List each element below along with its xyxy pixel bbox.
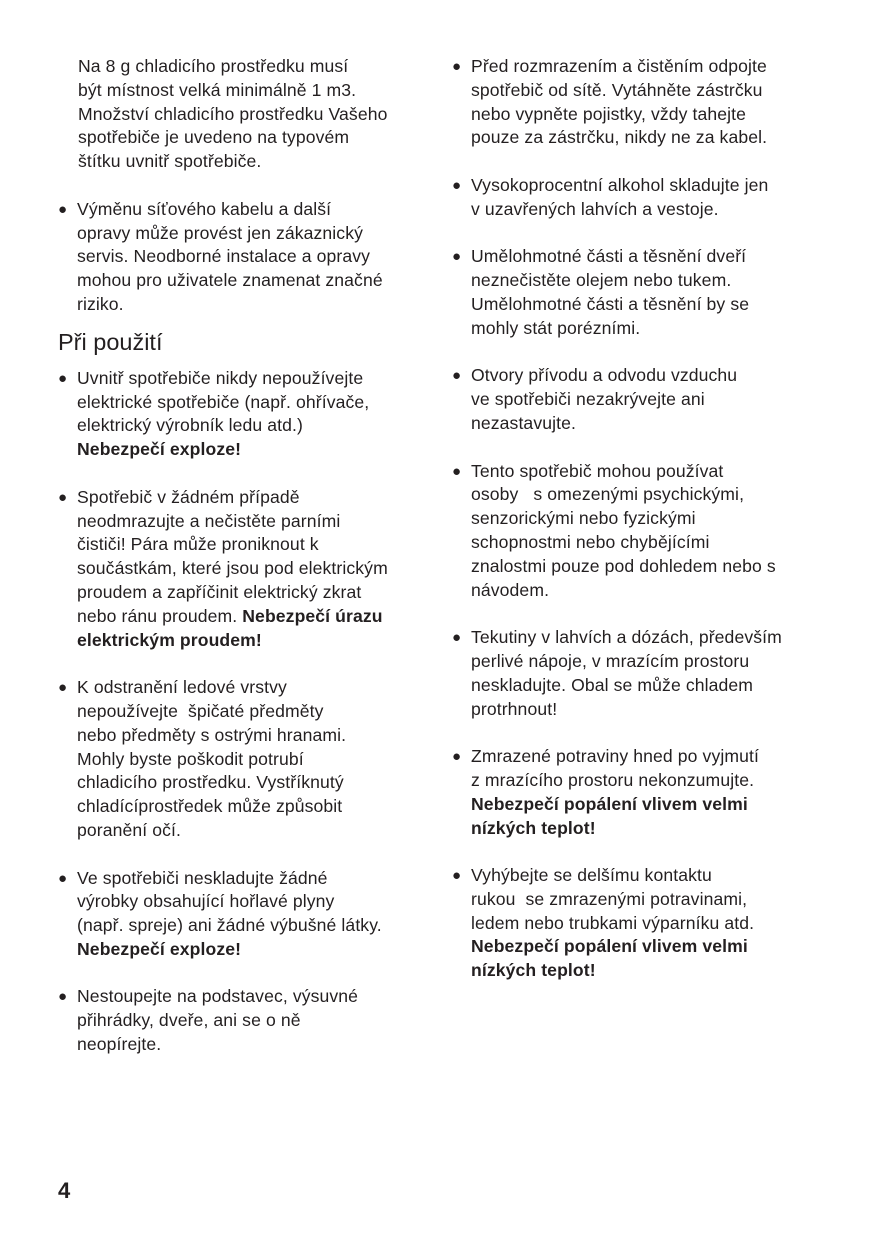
text-line: mohly stát porézními. xyxy=(471,317,641,338)
text-line: ve spotřebiči nezakrývejte ani xyxy=(471,389,705,410)
bullet-icon: ● xyxy=(58,679,68,697)
text-line: Tekutiny v lahvích a dózách, především xyxy=(471,627,782,648)
text-line: Umělohmotné části a těsnění by se xyxy=(471,293,750,314)
text-line: Na 8 g chladicího prostředku musí xyxy=(78,56,349,76)
text-line: Spotřebič v žádném případě xyxy=(77,486,300,507)
text-line: návodem. xyxy=(471,579,550,600)
text-line: neskladujte. Obal se může chladem xyxy=(471,674,754,695)
spacer xyxy=(452,840,832,864)
spacer xyxy=(58,462,430,486)
bullet-air-vents xyxy=(452,364,832,435)
text-line: součástkám, které jsou pod elektrickým xyxy=(77,558,388,579)
bullet-icon: ● xyxy=(58,200,68,218)
bullet-icon: ● xyxy=(452,248,462,266)
text-line: čističi! Pára může proniknout k xyxy=(77,534,319,555)
bullet-plastic-parts xyxy=(452,245,832,340)
bullet-flammable xyxy=(58,867,430,962)
warning-text: nízkých teplot! xyxy=(471,960,596,981)
text-line: neodmrazujte a nečistěte parními xyxy=(77,510,341,531)
bullet-frozen-food xyxy=(452,745,832,840)
text-line: nepoužívejte špičaté předměty xyxy=(77,700,324,721)
text-line: elektrický výrobník ledu atd.) xyxy=(77,415,303,436)
text-line: Zmrazené potraviny hned po vyjmutí xyxy=(471,746,759,767)
bullet-icon: ● xyxy=(452,867,462,885)
text-line: Nestoupejte na podstavec, výsuvné xyxy=(77,986,359,1007)
spacer xyxy=(452,436,832,460)
text-line: pouze za zástrčku, nikdy ne za kabel. xyxy=(471,127,768,148)
spacer xyxy=(58,174,430,198)
refrigerant-room-paragraph xyxy=(58,55,430,174)
text-line: spotřebiče je uvedeno na typovém xyxy=(78,127,350,148)
text-line: perlivé nápoje, v mrazícím prostoru xyxy=(471,650,750,671)
spacer xyxy=(452,341,832,365)
text-line: Vyhýbejte se delšímu kontaktu xyxy=(471,865,712,886)
text-line: spotřebič od sítě. Vytáhněte zástrčku xyxy=(471,79,763,100)
text-line: neznečistěte olejem nebo tukem. xyxy=(471,270,732,291)
text-line: štítku uvnitř spotřebiče. xyxy=(78,151,262,172)
text-line: Umělohmotné části a těsnění dveří xyxy=(471,246,747,267)
text-line: chladícíprostředek může způsobit xyxy=(77,796,343,817)
text-line: neopírejte. xyxy=(77,1034,162,1055)
text-line: Tento spotřebič mohou používat xyxy=(471,460,724,481)
text-line: být místnost velká minimálně 1 m3. xyxy=(78,79,357,100)
text-line: rukou se zmrazenými potravinami, xyxy=(471,888,748,909)
spacer xyxy=(452,222,832,246)
bullet-liquids-freezer xyxy=(452,626,832,721)
bullet-icon: ● xyxy=(452,58,462,75)
text-line: chladicího prostředku. Vystříknutý xyxy=(77,772,344,793)
text-line: schopnostmi nebo chybějícími xyxy=(471,531,710,552)
text-line: přihrádky, dveře, ani se o ně xyxy=(77,1010,301,1031)
warning-text: Nebezpečí popálení vlivem velmi xyxy=(471,936,748,957)
spacer xyxy=(58,843,430,867)
text-line: mohou pro uživatele znamenat značné xyxy=(77,270,383,291)
bullet-steam-cleaner xyxy=(58,486,430,653)
text-line: osoby s omezenými psychickými, xyxy=(471,484,745,505)
spacer xyxy=(452,150,832,174)
text-line: (např. spreje) ani žádné výbušné látky. xyxy=(77,915,382,936)
text-line: opravy může provést jen zákaznický xyxy=(77,222,363,243)
warning-text: Nebezpečí úrazu xyxy=(242,605,383,626)
bullet-icon: ● xyxy=(452,629,462,647)
text-fragment: nebo ránu proudem. xyxy=(77,605,243,626)
text-line: Množství chladicího prostředku Vašeho xyxy=(78,103,388,124)
text-line: K odstranění ledové vrstvy xyxy=(77,677,287,698)
page-number: 4 xyxy=(58,1178,71,1203)
warning-text: nízkých teplot! xyxy=(471,817,596,838)
bullet-restricted-persons xyxy=(452,460,832,603)
text-line: poranění očí. xyxy=(77,819,182,840)
text-line: elektrické spotřebiče (např. ohřívače, xyxy=(77,391,370,412)
bullet-icon: ● xyxy=(58,369,68,387)
text-line: z mrazícího prostoru nekonzumujte. xyxy=(471,769,755,790)
bullet-unplug xyxy=(452,55,832,150)
warning-text: elektrickým proudem! xyxy=(77,629,262,650)
bullet-cable-repair xyxy=(58,198,430,317)
text-line: nebo vypněte pojistky, vždy tahejte xyxy=(471,103,747,124)
text-line: Výměnu síťového kabelu a další xyxy=(77,198,332,219)
text-line: nezastavujte. xyxy=(471,412,576,433)
text-line: protrhnout! xyxy=(471,698,558,719)
text-line: Ve spotřebiči neskladujte žádné xyxy=(77,867,328,888)
bullet-electrical-devices xyxy=(58,367,430,462)
warning-text: Nebezpečí exploze! xyxy=(77,439,242,460)
warning-text: Nebezpečí exploze! xyxy=(77,938,242,959)
text-line: ledem nebo trubkami výparníku atd. xyxy=(471,912,755,933)
bullet-icon: ● xyxy=(58,869,68,887)
text-line: senzorickými nebo fyzickými xyxy=(471,508,696,529)
bullet-ice-removal xyxy=(58,676,430,843)
spacer xyxy=(58,652,430,676)
bullet-icon: ● xyxy=(58,488,68,506)
text-line: Vysokoprocentní alkohol skladujte jen xyxy=(471,174,769,195)
section-heading: Při použití xyxy=(58,328,163,355)
bullet-skin-contact xyxy=(452,864,832,983)
bullet-icon: ● xyxy=(452,176,462,194)
spacer xyxy=(58,962,430,986)
text-line: v uzavřených lahvích a vestoje. xyxy=(471,198,719,219)
text-line: servis. Neodborné instalace a opravy xyxy=(77,246,371,267)
bullet-do-not-step xyxy=(58,985,430,1056)
warning-text: Nebezpečí popálení vlivem velmi xyxy=(471,793,748,814)
text-line: nebo předměty s ostrými hranami. xyxy=(77,724,347,745)
text-line: riziko. xyxy=(77,293,124,314)
text-line: znalostmi pouze pod dohledem nebo s xyxy=(471,555,776,576)
text-line: Otvory přívodu a odvodu vzduchu xyxy=(471,365,738,386)
text-line: proudem a zapříčinit elektrický zkrat xyxy=(77,581,362,602)
text-line: Uvnitř spotřebiče nikdy nepoužívejte xyxy=(77,367,364,388)
right-column xyxy=(452,55,832,983)
spacer xyxy=(452,602,832,626)
bullet-icon: ● xyxy=(58,988,68,1006)
spacer xyxy=(452,721,832,745)
bullet-icon: ● xyxy=(452,462,462,480)
text-line: výrobky obsahující hořlavé plyny xyxy=(77,891,335,912)
text-line: Před rozmrazením a čistěním odpojte xyxy=(471,56,767,76)
text-line: Mohly byste poškodit potrubí xyxy=(77,748,304,769)
bullet-icon: ● xyxy=(452,367,462,385)
left-column xyxy=(58,55,430,1057)
bullet-alcohol xyxy=(452,174,832,222)
mixed-line xyxy=(77,605,430,629)
bullet-icon: ● xyxy=(452,748,462,766)
